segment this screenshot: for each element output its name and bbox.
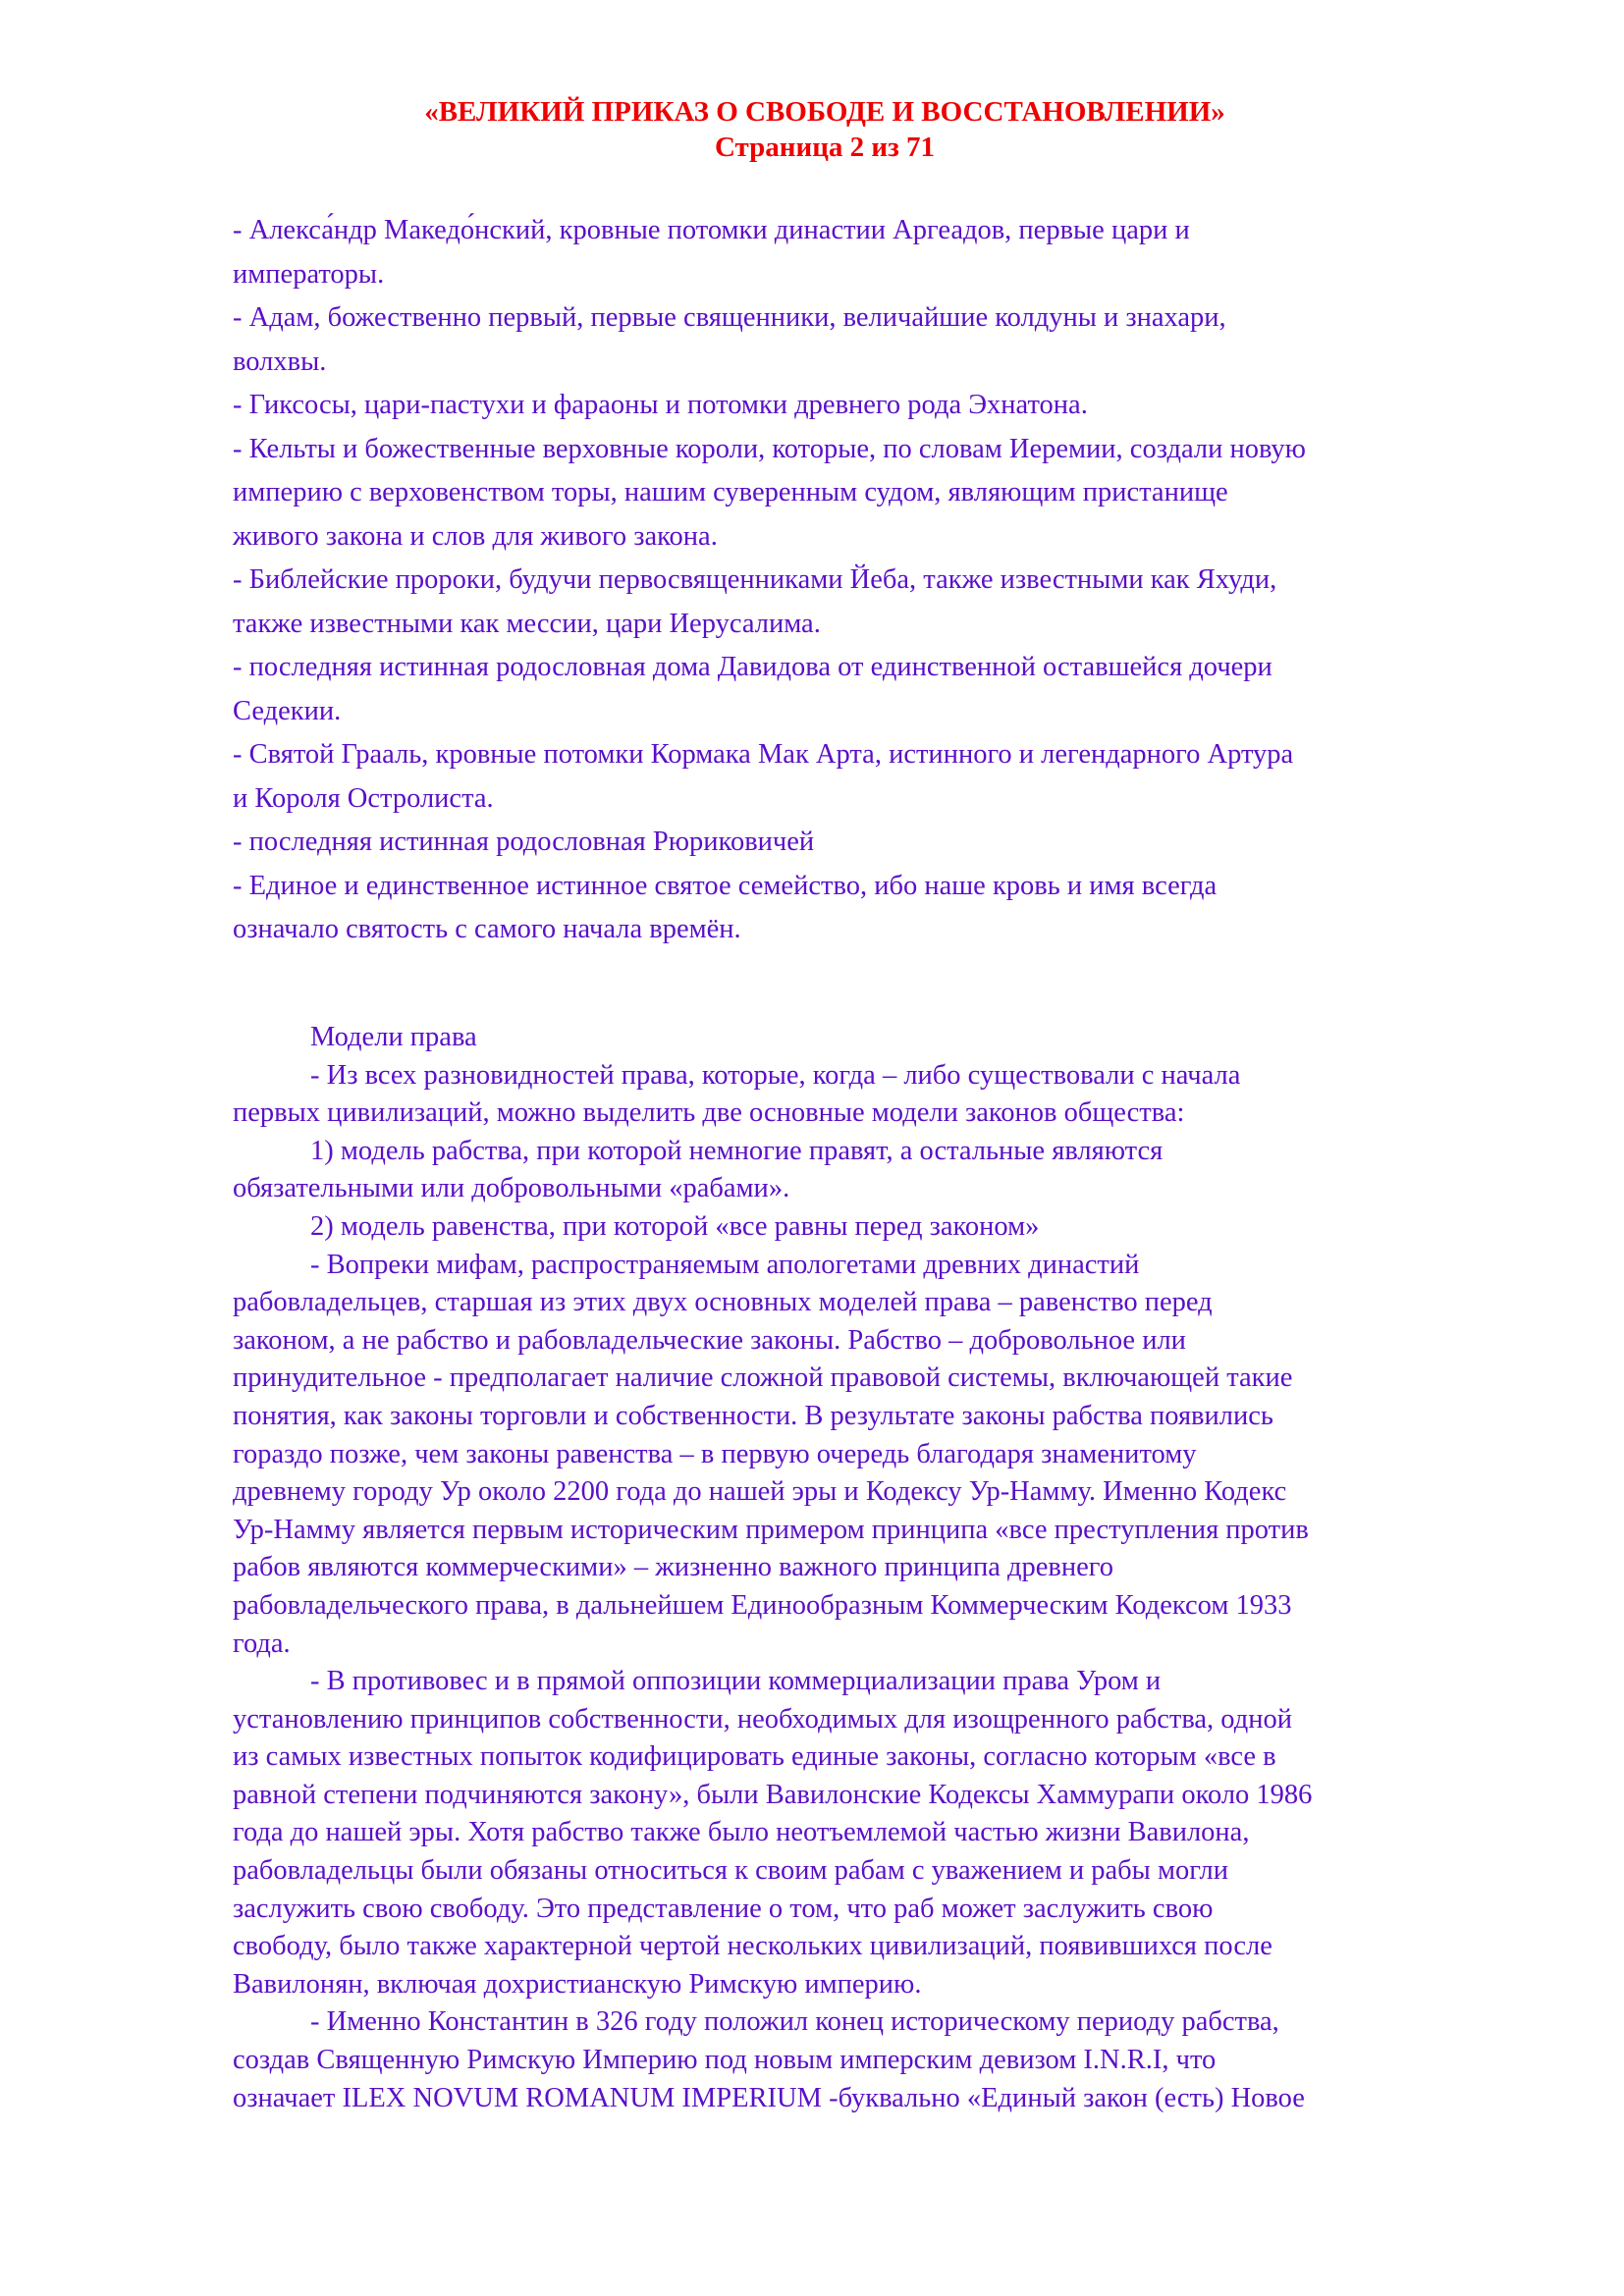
paragraph-line: года. <box>233 1628 291 1659</box>
paragraph-line: рабов являются коммерческими» – жизненно важного принципа древнего <box>233 1552 1113 1583</box>
page-header <box>0 94 1624 165</box>
section-heading: Модели права <box>310 1022 477 1052</box>
paragraph-line: понятия, как законы торговли и собственности. В результате законы рабства появились <box>233 1400 1273 1431</box>
list-line: императоры. <box>233 258 385 290</box>
list-line: - Адам, божественно первый, первые священники, величайшие колдуны и знахари, <box>233 302 1226 333</box>
paragraph-line: древнему городу Ур около 2200 года до нашей эры и Кодексу Ур-Намму. Именно Кодекс <box>233 1476 1287 1508</box>
list-line: и Короля Остролиста. <box>233 782 494 814</box>
lineage-list <box>233 209 1539 952</box>
list-line: - Святой Грааль, кровные потомки Кормака Мак Арта, истинного и легендарного Артура <box>233 739 1294 770</box>
paragraph-line: рабовладельцы были обязаны относиться к своим рабам с уважением и рабы могли <box>233 1855 1228 1887</box>
list-line: - Библейские пророки, будучи первосвященниками Йеба, также известными как Яхуди, <box>233 564 1277 595</box>
paragraph-line: из самых известных попыток кодифицировать единые законы, согласно которым «все в <box>233 1741 1276 1773</box>
law-models-section <box>233 1019 1539 2117</box>
paragraph-line: - Из всех разновидностей права, которые, когда – либо существовали с начала <box>310 1059 1241 1091</box>
paragraph-line: рабовладельческого права, в дальнейшем Единообразным Коммерческим Кодексом 1933 <box>233 1589 1292 1621</box>
paragraph-line: года до нашей эры. Хотя рабство также было неотъемлемой частью жизни Вавилона, <box>233 1817 1250 1848</box>
document-title: «ВЕЛИКИЙ ПРИКАЗ О СВОБОДЕ И ВОССТАНОВЛЕНИИ» <box>424 96 1225 128</box>
paragraph-line: установлению принципов собственности, необходимых для изощренного рабства, одной <box>233 1703 1292 1735</box>
paragraph-line: свободу, было также характерной чертой нескольких цивилизаций, появившихся после <box>233 1931 1272 1962</box>
list-line: живого закона и слов для живого закона. <box>233 520 718 552</box>
list-line: - Кельты и божественные верховные короли, которые, по словам Иеремии, создали новую <box>233 433 1306 464</box>
paragraph-line: равной степени подчиняются закону», были Вавилонские Кодексы Хаммурапи около 1986 <box>233 1779 1313 1810</box>
paragraph-line: - Вопреки мифам, распространяемым апологетами древних династий <box>310 1249 1140 1280</box>
paragraph-line: принудительное - предполагает наличие сложной правовой системы, включающей такие <box>233 1362 1293 1394</box>
paragraph-line: - В противовес и в прямой оппозиции коммерциализации права Уром и <box>310 1666 1162 1697</box>
paragraph-line: заслужить свою свободу. Это представление о том, что раб может заслужить свою <box>233 1893 1214 1924</box>
paragraph-line: означает ILEX NOVUM ROMANUM IMPERIUM -буквально «Единый закон (есть) Новое <box>233 2082 1305 2113</box>
list-line: империю с верховенством торы, нашим суверенным судом, являющим пристанище <box>233 477 1228 507</box>
list-line: волхвы. <box>233 346 327 377</box>
paragraph-line: Ур-Намму является первым историческим примером принципа «все преступления против <box>233 1514 1309 1545</box>
paragraph-line: 1) модель рабства, при которой немногие правят, а остальные являются <box>310 1135 1164 1166</box>
list-line: - последняя истинная родословная Рюриковичей <box>233 827 815 857</box>
paragraph-line: законом, а не рабство и рабовладельческие законы. Рабство – добровольное или <box>233 1324 1186 1356</box>
paragraph-line: 2) модель равенства, при которой «все равны перед законом» <box>310 1210 1040 1242</box>
paragraph-line: - Именно Константин в 326 году положил конец историческому периоду рабства, <box>310 2006 1279 2038</box>
paragraph-line: Вавилонян, включая дохристианскую Римскую империю. <box>233 1968 922 2000</box>
paragraph-line: первых цивилизаций, можно выделить две основные модели законов общества: <box>233 1097 1185 1129</box>
list-line: - Гиксосы, цари-пастухи и фараоны и потомки древнего рода Эхнатона. <box>233 390 1088 420</box>
paragraph-line: рабовладельцев, старшая из этих двух основных моделей права – равенство перед <box>233 1287 1213 1318</box>
list-line: - Единое и единственное истинное святое семейство, ибо наше кровь и имя всегда <box>233 870 1218 901</box>
paragraph-line: обязательными или добровольными «рабами». <box>233 1173 790 1204</box>
paragraph-line: гораздо позже, чем законы равенства – в первую очередь благодаря знаменитому <box>233 1438 1197 1469</box>
page-indicator: Страница 2 из 71 <box>714 132 936 163</box>
list-line: означало святость с самого начала времён. <box>233 914 741 944</box>
list-line: Седекии. <box>233 695 342 726</box>
list-line: - Алекса́ндр Македо́нский, кровные потомки династии Аргеадов, первые цари и <box>233 215 1190 245</box>
list-line: - последняя истинная родословная дома Давидова от единственной оставшейся дочери <box>233 652 1272 682</box>
list-line: также известными как мессии, цари Иерусалима. <box>233 608 821 639</box>
paragraph-line: создав Священную Римскую Империю под новым имперским девизом I.N.R.I, что <box>233 2045 1217 2076</box>
